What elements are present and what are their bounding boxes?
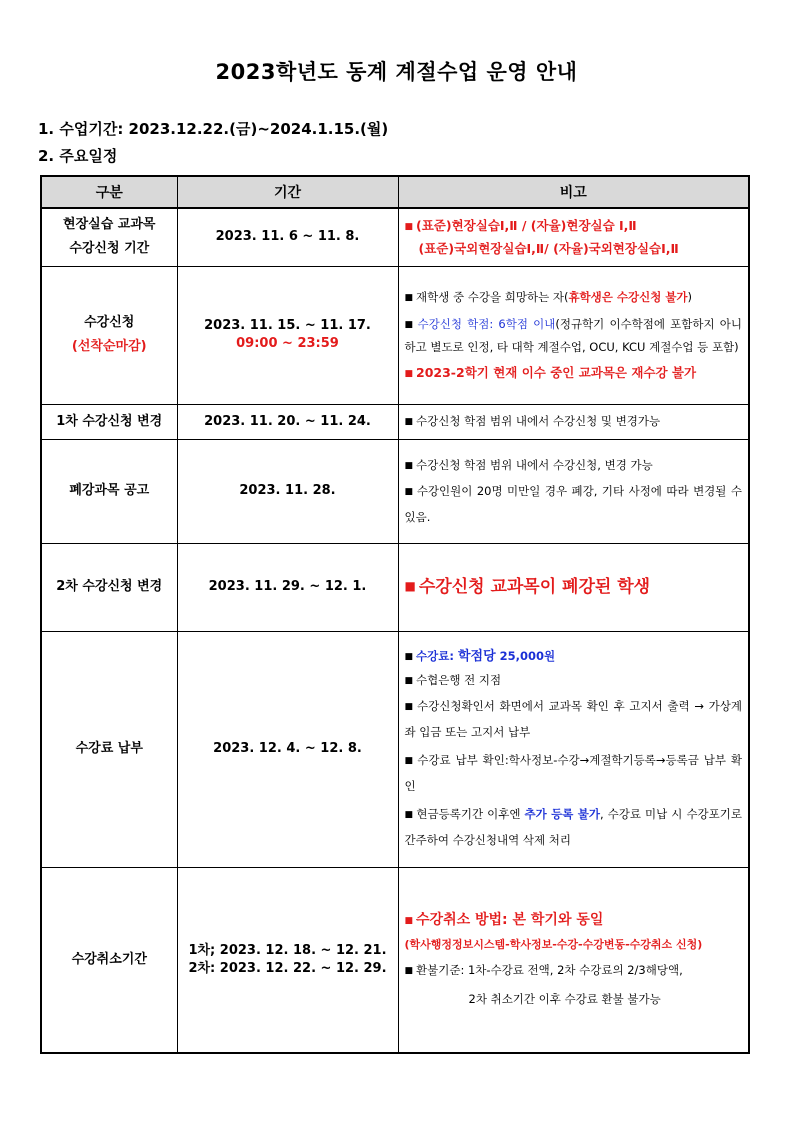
note-line: ■ 수협은행 전 지점 [404, 673, 502, 687]
header-category: 구분 [41, 176, 177, 208]
schedule-table [40, 175, 750, 1054]
bullet-square-icon: ■ [404, 221, 414, 232]
row-note [398, 867, 749, 1053]
bullet-square-icon: ■ [404, 292, 414, 303]
row-note [398, 439, 749, 543]
note-line: ■ 재학생 중 수강을 희망하는 자(휴학생은 수강신청 불가) [404, 289, 693, 304]
period-time: 09:00 ~ 23:59 [236, 336, 339, 351]
row-note [398, 208, 749, 266]
note-line: ■ 수강취소 방법: 본 학기와 동일 [404, 911, 604, 928]
row-category: 수강료 납부 [41, 631, 177, 867]
row-period: 2023. 11. 29. ~ 12. 1. [177, 543, 398, 631]
row-period: 2023. 11. 6 ~ 11. 8. [177, 208, 398, 266]
bullet-square-icon: ■ [404, 652, 414, 662]
bullet-square-icon: ■ [404, 460, 414, 471]
row-category: 수강취소기간 [41, 867, 177, 1053]
table-row [41, 404, 749, 439]
row-period [177, 266, 398, 404]
period-date: 2023. 11. 15. ~ 11. 17. [204, 318, 371, 333]
bullet-square-icon: ■ [404, 676, 414, 686]
note-line: ■ 수강신청 교과목이 폐강된 학생 [404, 576, 651, 597]
row-category: 폐강과목 공고 [41, 439, 177, 543]
note-line: ■ 수강료 납부 확인:학사정보-수강→계절학기등록→등록금 납부 확인 [404, 753, 742, 793]
category-label: 수강신청 [84, 315, 135, 330]
row-note: ■ 수강신청 학점 범위 내에서 수강신청 및 변경가능 [398, 404, 749, 439]
note-line: ■ 수강료: 학점당 25,000원 [404, 649, 556, 664]
row-period: 2023. 11. 20. ~ 11. 24. [177, 404, 398, 439]
row-category: 2차 수강신청 변경 [41, 543, 177, 631]
row-category [41, 208, 177, 266]
schedule-heading: 2. 주요일정 [38, 147, 118, 165]
note-line: ■ 2023-2학기 현재 이수 중인 교과목은 재수강 불가 [404, 364, 697, 380]
bullet-square-icon: ■ [404, 702, 415, 712]
row-note [398, 266, 749, 404]
table-header-row [41, 176, 749, 208]
note-line: 2차 취소기간 이후 수강료 환불 불가능 [468, 991, 661, 1006]
note-line: ■ 수강신청확인서 화면에서 교과목 확인 후 고지서 출력 → 가상계좌 입금 또는 고지서 납부 [404, 699, 742, 739]
note-line: (학사행정정보시스템-학사정보-수강-수강변동-수강취소 신청) [404, 937, 703, 951]
table-row [41, 631, 749, 867]
row-period: 2023. 11. 28. [177, 439, 398, 543]
bullet-square-icon: ■ [404, 416, 414, 427]
bullet-square-icon: ■ [404, 319, 415, 330]
bullet-square-icon: ■ [404, 810, 414, 820]
bullet-square-icon: ■ [404, 965, 414, 976]
note-line: ■ 수강인원이 20명 미만일 경우 폐강, 기타 사정에 따라 변경될 수 있음. [404, 483, 742, 524]
period-heading: 1. 수업기간: 2023.12.22.(금)~2024.1.15.(월) [38, 120, 389, 138]
note-line: ■ 환불기준: 1차-수강료 전액, 2차 수강료의 2/3해당액, [404, 962, 683, 977]
first-come-label: (선착순마감) [71, 339, 147, 354]
note-line: ■ 수강신청 학점 범위 내에서 수강신청, 변경 가능 [404, 457, 653, 472]
table-row [41, 266, 749, 404]
table-row [41, 208, 749, 266]
note-line: (표준)국외현장실습Ⅰ,Ⅱ/ (자율)국외현장실습Ⅰ,Ⅱ [418, 240, 679, 256]
table-row [41, 439, 749, 543]
note-line: ■ 현금등록기간 이후엔 추가 등록 불가, 수강료 미납 시 수강포기로 간주하여 수강신청내역 삭제 처리 [404, 807, 742, 847]
bullet-square-icon: ■ [404, 915, 414, 926]
row-category [41, 266, 177, 404]
page-title: 2023학년도 동계 계절수업 운영 안내 [215, 60, 578, 84]
period-date: 1차; 2023. 12. 18. ~ 12. 21. [188, 942, 387, 958]
bullet-square-icon: ■ [404, 578, 416, 593]
header-period: 기간 [177, 176, 398, 208]
bullet-square-icon: ■ [404, 368, 414, 379]
header-note: 비고 [398, 176, 749, 208]
bullet-square-icon: ■ [404, 486, 414, 497]
category-label: 수강신청 기간 [69, 241, 150, 257]
category-label: 현장실습 교과목 [63, 217, 156, 233]
row-note [398, 543, 749, 631]
note-line: ■ 수강신청 학점: 6학점 이내(정규학기 이수학점에 포함하지 아니하고 별도로 인정, 타 대학 계절수업, OCU, KCU 계절수업 등 포함) [404, 316, 742, 354]
bullet-square-icon: ■ [404, 756, 415, 766]
table-row [41, 543, 749, 631]
note-line: ■ (표준)현장실습Ⅰ,Ⅱ / (자율)현장실습 Ⅰ,Ⅱ [404, 217, 637, 233]
row-category: 1차 수강신청 변경 [41, 404, 177, 439]
row-period [177, 867, 398, 1053]
period-date: 2차: 2023. 12. 22. ~ 12. 29. [188, 960, 387, 976]
row-period: 2023. 12. 4. ~ 12. 8. [177, 631, 398, 867]
row-note [398, 631, 749, 867]
table-row [41, 867, 749, 1053]
